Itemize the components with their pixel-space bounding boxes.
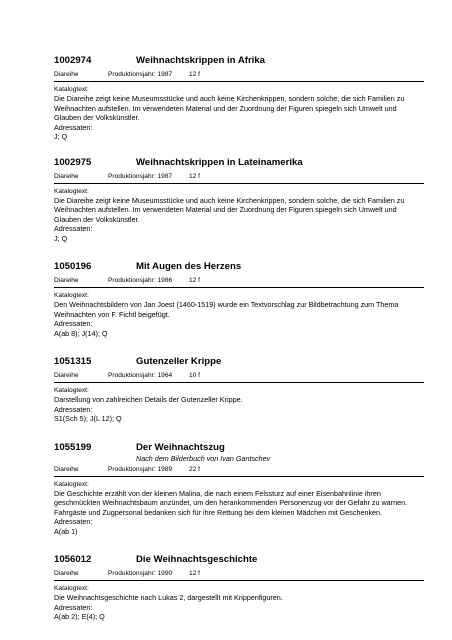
catalog-entry (54, 54, 424, 142)
entry-meta (54, 70, 424, 80)
entry-divider (54, 183, 424, 184)
entry-title: Weihnachtskrippen in Afrika (136, 55, 266, 66)
entry-meta (54, 569, 424, 579)
addressees-label: Adressaten: (54, 319, 93, 328)
entry-production-year: Produktionsjahr: 1987 (108, 172, 173, 180)
catalog-entry (54, 156, 424, 244)
catalog-text: Die Weihnachtsgeschichte nach Lukas 2, dargestellt mit Krippenfiguren. (54, 593, 283, 602)
entry-frame-count: 12 f (189, 71, 200, 78)
entry-frame-count: 22 f (189, 465, 200, 473)
catalog-entry (54, 441, 424, 537)
entry-frame-count: 12 f (189, 570, 200, 577)
entry-header (54, 260, 424, 274)
entry-header (54, 156, 424, 170)
entry-series: Diareihe (54, 465, 79, 473)
catalog-text-label: Katalogtext: (54, 187, 89, 195)
entry-number: 1002975 (54, 156, 92, 168)
entry-divider (54, 476, 424, 477)
catalog-entry (54, 355, 424, 424)
entry-title: Weihnachtskrippen in Lateinamerika (136, 156, 303, 168)
catalog-text-label: Katalogtext: (54, 292, 89, 299)
catalog-text: Den Weihnachtsbildern von Jan Joest (1460-1519) wurde ein Textvorschlag zur Bildbetrachtung zum Thema Weihnachten von F. Fichtl beigefügt. (54, 300, 399, 319)
entry-production-year: Produktionsjahr: 1987 (108, 71, 173, 78)
catalog-text: Die Geschichte erzählt von der kleinen Malina, die nach einem Felssturz auf einer Eisenbahnlinie ihren geschmückten Weihnachtsbaum anzündet, um den herankommenden Personenzug vor der Gefahr zu warnen. Fahrgäste und Zugpersonal bedanken sich für ihre Rettung bei dem kleinen Mädchen mit Geschenken. (54, 488, 408, 517)
entry-series: Diareihe (54, 71, 79, 78)
catalog-text: Darstellung von zahlreichen Details der Gutenzeller Krippe. (54, 395, 243, 404)
entry-title: Die Weihnachtsgeschichte (136, 554, 258, 565)
addressees-value: A(ab 2); E(4); Q (54, 612, 105, 621)
entry-series: Diareihe (54, 277, 79, 284)
entry-header (54, 553, 424, 567)
entry-title: Gutenzeller Krippe (136, 356, 222, 367)
entry-frame-count: 12 f (189, 172, 200, 180)
entry-number: 1055199 (54, 441, 92, 453)
catalog-text: Die Diareihe zeigt keine Museumsstücke und auch keine Kirchenkrippen, sondern solche, die sich Familien zu Weihnachten aufstellen. Im verwendeten Material und der Zuordnung der Figuren spiegeln sich Umwelt und Glauben der Volkskünstler. (54, 94, 405, 122)
entry-divider (54, 81, 424, 82)
entry-series: Diareihe (54, 372, 79, 379)
addressees-label: Adressaten: (54, 122, 93, 132)
entry-meta (54, 276, 424, 286)
addressees-value: J; Q (54, 233, 68, 243)
entry-production-year: Produktionsjahr: 1989 (108, 465, 173, 473)
catalog-entry (54, 553, 424, 622)
catalog-entries (54, 54, 424, 622)
entry-divider (54, 580, 424, 581)
catalog-text-label: Katalogtext: (54, 387, 89, 394)
entry-production-year: Produktionsjahr: 1990 (108, 570, 173, 577)
addressees-label: Adressaten: (54, 404, 93, 414)
addressees-value: A(ab 1) (54, 526, 78, 536)
addressees-value: J; Q (54, 132, 68, 141)
entry-header (54, 54, 424, 68)
catalog-text-label: Katalogtext: (54, 585, 89, 592)
addressees-label: Adressaten: (54, 224, 93, 233)
entry-frame-count: 10 f (189, 372, 200, 379)
entry-number: 1056012 (54, 554, 92, 565)
entry-series: Diareihe (54, 570, 79, 577)
entry-series: Diareihe (54, 172, 79, 180)
entry-number: 1002974 (54, 55, 92, 66)
entry-number: 1051315 (54, 356, 92, 367)
entry-title: Mit Augen des Herzens (136, 261, 242, 272)
entry-production-year: Produktionsjahr: 1964 (108, 372, 173, 379)
entry-header (54, 355, 424, 369)
entry-production-year: Produktionsjahr: 1986 (108, 277, 173, 284)
catalog-text-label: Katalogtext: (54, 86, 89, 93)
entry-meta (54, 371, 424, 381)
entry-title: Der Weihnachtszug (136, 441, 225, 453)
addressees-value: S1(Sch 5); J(L 12); Q (54, 414, 122, 423)
addressees-label: Adressaten: (54, 602, 93, 612)
entry-number: 1050196 (54, 261, 92, 272)
addressees-label: Adressaten: (54, 517, 93, 526)
entry-frame-count: 12 f (189, 277, 200, 284)
entry-divider (54, 287, 424, 288)
entry-meta (54, 465, 424, 475)
entry-subtitle: Nach dem Bilderbuch von Ivan Gantschev (136, 453, 271, 463)
catalog-text-label: Katalogtext: (54, 480, 89, 488)
entry-divider (54, 382, 424, 383)
entry-header (54, 441, 424, 455)
catalog-text: Die Diareihe zeigt keine Museumsstücke und auch keine Kirchenkrippen, sondern solche, die sich Familien zu Weihnachten aufstellen. Im verwendeten Material und der Zuordnung der Figuren spiegeln sich Umwelt und Glauben der Volkskünstler. (54, 195, 405, 224)
catalog-entry (54, 260, 424, 338)
entry-meta (54, 172, 424, 182)
addressees-value: A(ab 8); J(14); Q (54, 328, 108, 338)
